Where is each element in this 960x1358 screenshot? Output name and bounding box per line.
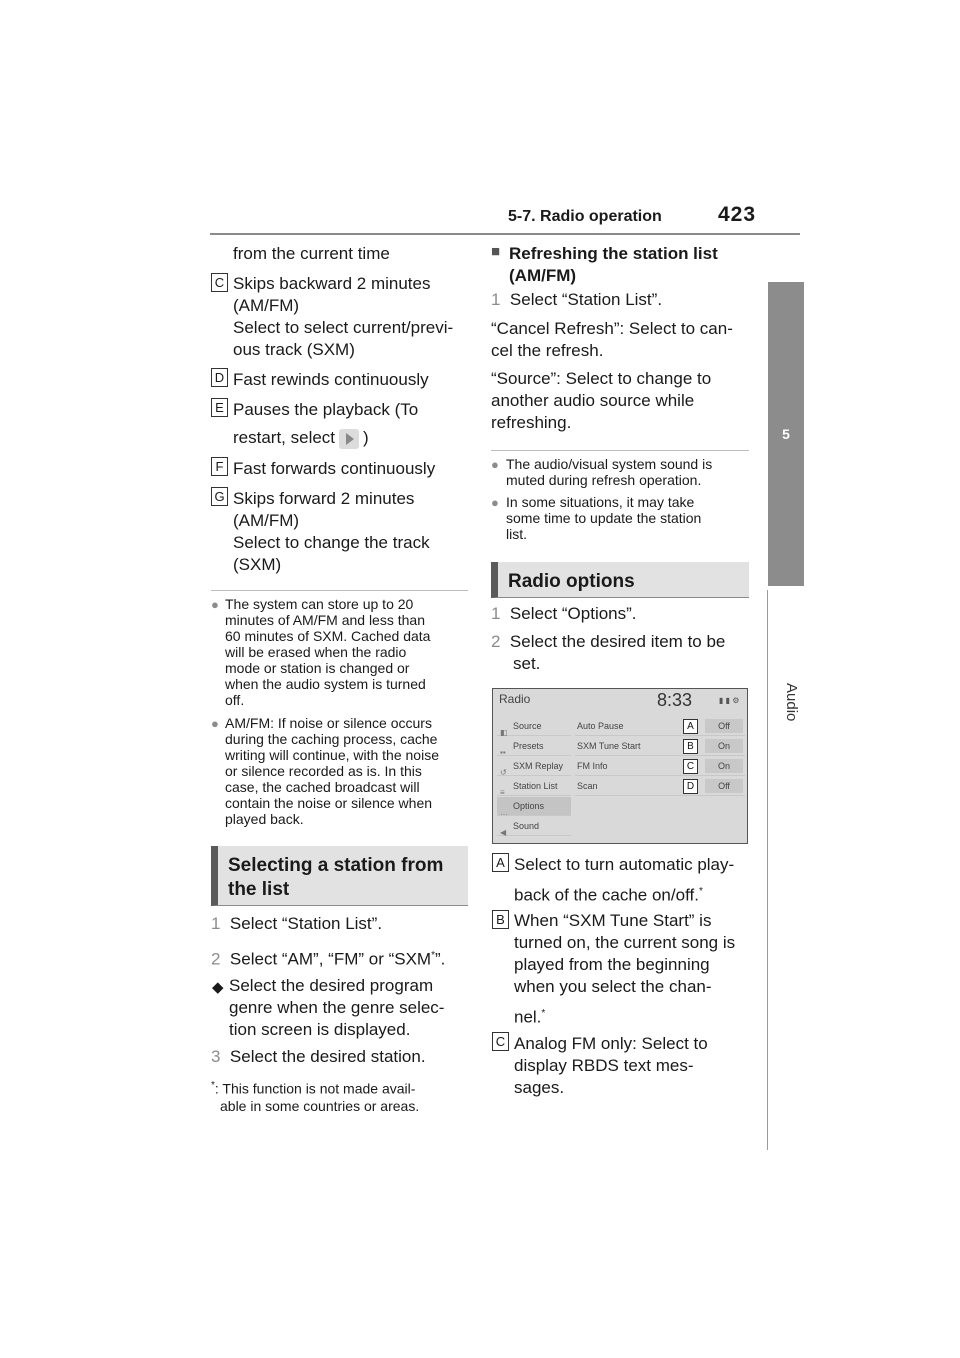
speaker-icon: ◀ <box>500 828 507 837</box>
item-e-text: Pauses the playback (To restart, select ) <box>233 400 419 447</box>
options-step-1: 1 Select “Options”. <box>491 604 637 623</box>
note-update-time: In some situations, it may take some time to update the station list. <box>506 494 702 542</box>
section-heading-radio-options: Radio options <box>491 562 749 598</box>
menu-presets[interactable]: ▪▪ Presets <box>497 737 571 756</box>
menu-station-list[interactable]: ≡ Station List <box>497 777 571 796</box>
callout-d: D <box>683 779 698 794</box>
auto-pause-toggle[interactable]: Off <box>705 719 743 733</box>
item-g-text: Skips forward 2 minutes (AM/FM) Select to change the track (SXM) <box>233 489 430 574</box>
item-d-text: Fast rewinds continuously <box>233 370 429 389</box>
list-icon: ≡ <box>500 788 505 797</box>
callout-c: C <box>683 759 698 774</box>
screen-clock: 8:33 <box>657 690 693 710</box>
step-genre: Select the desired program genre when the genre selec- tion screen is displayed. <box>229 976 445 1039</box>
sxm-tune-start-toggle[interactable]: On <box>705 739 743 753</box>
replay-icon: ↺ <box>500 768 507 777</box>
option-row-auto-pause[interactable]: Auto Pause A Off <box>575 717 745 736</box>
chapter-tab-label: Audio <box>783 683 800 722</box>
radio-options-screen <box>492 688 748 844</box>
section-title: 5-7. Radio operation <box>508 208 662 225</box>
note-bullet-icon: ● <box>211 597 219 612</box>
option-row-scan[interactable]: Scan D Off <box>575 777 745 796</box>
step-3-select-station: 3 Select the desired station. <box>211 1047 426 1066</box>
signal-status-icon: ▮ ▮ ⚙ <box>719 696 740 705</box>
item-b-text: When “SXM Tune Start” is turned on, the current song is played from the beginning when you select the chan- nel.* <box>514 911 736 1027</box>
options-step-2: 2 Select the desired item to be set. <box>491 632 726 673</box>
label-a-box: A <box>492 853 509 872</box>
item-f-text: Fast forwards continuously <box>233 459 436 478</box>
item-c-text: Skips backward 2 minutes (AM/FM) Select to select current/previ- ous track (SXM) <box>233 274 454 359</box>
option-row-sxm-tune-start[interactable]: SXM Tune Start B On <box>575 737 745 756</box>
note-bullet-icon: ● <box>491 495 499 510</box>
continuation-text: from the current time <box>233 244 390 263</box>
step-2-select-band: 2 Select “AM”, “FM” or “SXM*”. <box>211 949 446 969</box>
section-heading-station-list: Selecting a station from the list <box>211 846 468 906</box>
chapter-tab: 5 <box>768 282 804 586</box>
side-rule <box>767 590 768 1150</box>
para-cancel-refresh: “Cancel Refresh”: Select to can- cel the refresh. <box>491 319 733 360</box>
label-g-box: G <box>211 487 228 506</box>
page-number: 423 <box>718 203 757 226</box>
note-noise: AM/FM: If noise or silence occurs during the caching process, cache writing will continue, with the noise or silence recorded as is. In this case, the cached broadcast will contain the noise or silence when played back. <box>225 715 439 827</box>
subheading-refresh: Refreshing the station list (AM/FM) <box>509 244 718 285</box>
options-icon: … <box>500 808 508 817</box>
menu-sound[interactable]: ◀ Sound <box>497 817 571 836</box>
item-a-text: Select to turn automatic play- back of the cache on/off.* <box>514 855 735 905</box>
menu-source[interactable]: ◧ Source <box>497 717 571 736</box>
note-bullet-icon: ● <box>211 716 219 731</box>
play-icon <box>339 429 359 449</box>
label-b-box: B <box>492 910 509 929</box>
fm-info-toggle[interactable]: On <box>705 759 743 773</box>
notes-rule <box>211 590 468 591</box>
para-source: “Source”: Select to change to another audio source while refreshing. <box>491 369 712 432</box>
note-bullet-icon: ● <box>491 457 499 472</box>
item-c-right-text: Analog FM only: Select to display RBDS text mes- sages. <box>514 1034 708 1097</box>
label-c-box: C <box>211 273 228 292</box>
callout-b: B <box>683 739 698 754</box>
menu-sxm-replay[interactable]: ↺ SXM Replay <box>497 757 571 776</box>
step-1-station-list: 1 Select “Station List”. <box>211 914 383 933</box>
callout-a: A <box>683 719 698 734</box>
label-e-box: E <box>211 398 228 417</box>
step-diamond-icon: ◆ <box>212 979 224 996</box>
right-notes-rule <box>491 450 749 451</box>
menu-options[interactable]: … Options <box>497 797 571 816</box>
scan-toggle[interactable]: Off <box>705 779 743 793</box>
refresh-step-1: 1 Select “Station List”. <box>491 290 663 309</box>
option-row-fm-info[interactable]: FM Info C On <box>575 757 745 776</box>
subheading-square-icon: ■ <box>491 243 501 260</box>
note-muted: The audio/visual system sound is muted during refresh operation. <box>506 456 713 488</box>
presets-icon: ▪▪ <box>500 748 506 757</box>
label-d-box: D <box>211 368 228 387</box>
screen-title: Radio <box>499 692 531 706</box>
footnote: *: This function is not made avail- able in some countries or areas. <box>211 1080 420 1114</box>
note-cache: The system can store up to 20 minutes of AM/FM and less than 60 minutes of SXM. Cached data will be erased when the radio mode or station is changed or when the audio system is turned off. <box>225 596 431 708</box>
label-c-box-right: C <box>492 1032 509 1051</box>
label-f-box: F <box>211 457 228 476</box>
source-icon: ◧ <box>500 728 508 737</box>
header-rule <box>210 233 800 235</box>
